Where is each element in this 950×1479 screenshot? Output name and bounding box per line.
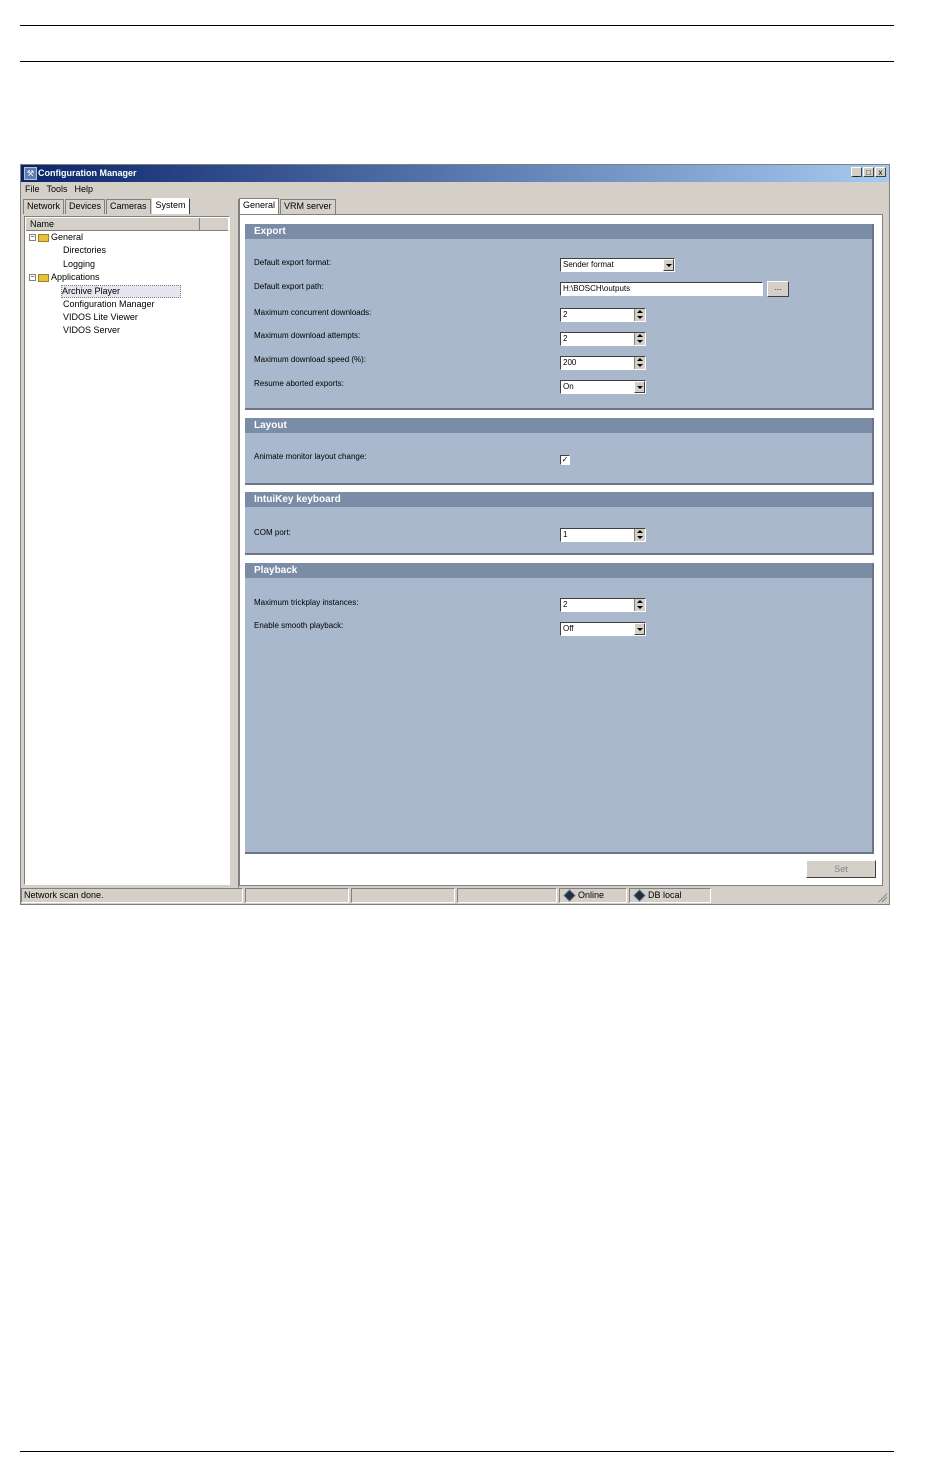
- tree-node-vidos-server[interactable]: [63, 325, 120, 336]
- dropdown-arrow-icon[interactable]: [634, 623, 645, 635]
- spinner-value: 1: [563, 530, 568, 539]
- tree-node-configuration-manager[interactable]: [63, 299, 155, 310]
- tab-cameras[interactable]: Cameras: [106, 199, 151, 214]
- settings-content: [239, 214, 883, 886]
- online-label: Online: [578, 890, 605, 900]
- status-cell-empty-3: [457, 888, 557, 903]
- resume-aborted-exports-label: Resume aborted exports:: [254, 379, 344, 388]
- spinner-arrows-icon[interactable]: [634, 333, 645, 345]
- status-cell-empty-1: [245, 888, 349, 903]
- online-icon: [563, 889, 575, 901]
- export-group: [245, 224, 874, 410]
- tree-node-label: Logging: [63, 259, 96, 269]
- window-title: Configuration Manager: [38, 168, 137, 178]
- close-button[interactable]: x: [875, 167, 886, 177]
- menu-file[interactable]: File: [25, 184, 40, 194]
- spinner-arrows-icon[interactable]: [634, 357, 645, 369]
- tab-general[interactable]: General: [239, 198, 279, 214]
- menu-tools[interactable]: Tools: [46, 184, 68, 194]
- tree-node-directories[interactable]: [63, 245, 106, 256]
- default-export-path-label: Default export path:: [254, 282, 324, 291]
- title-bar: [21, 165, 889, 182]
- export-header: Export: [245, 224, 872, 239]
- tree-node-label: General: [51, 232, 84, 242]
- max-trickplay-spinner[interactable]: [560, 598, 646, 612]
- collapse-icon[interactable]: −: [30, 234, 35, 242]
- layout-group: [245, 418, 874, 485]
- max-concurrent-downloads-spinner[interactable]: [560, 308, 646, 322]
- db-label: DB local: [648, 890, 682, 900]
- select-value: Sender format: [563, 260, 614, 269]
- playback-header: Playback: [245, 563, 872, 578]
- tree-node-applications[interactable]: [29, 272, 100, 283]
- max-download-speed-label: Maximum download speed (%):: [254, 355, 367, 364]
- system-tree[interactable]: [24, 216, 230, 885]
- smooth-playback-label: Enable smooth playback:: [254, 621, 344, 630]
- input-value: H:\BOSCH\outputs: [563, 284, 631, 293]
- animate-layout-checkbox[interactable]: ✓: [561, 455, 569, 464]
- smooth-playback-select[interactable]: [560, 622, 646, 636]
- default-export-path-input[interactable]: [560, 282, 763, 296]
- caption-buttons: [851, 167, 886, 177]
- select-value: Off: [563, 624, 574, 633]
- max-concurrent-downloads-label: Maximum concurrent downloads:: [254, 308, 372, 317]
- tree-node-label: Configuration Manager: [63, 299, 155, 309]
- tree-column-header[interactable]: [26, 218, 228, 231]
- tree-node-archive-player[interactable]: [61, 285, 181, 298]
- spinner-value: 2: [563, 600, 568, 609]
- animate-layout-label: Animate monitor layout change:: [254, 452, 367, 461]
- status-bar: [21, 887, 889, 904]
- left-tab-strip: [23, 199, 191, 214]
- tree-node-vidos-lite-viewer[interactable]: [63, 312, 138, 323]
- status-cell-empty-2: [351, 888, 455, 903]
- intuikey-group: [245, 492, 874, 555]
- tree-node-label: Directories: [63, 245, 107, 255]
- max-trickplay-label: Maximum trickplay instances:: [254, 598, 359, 607]
- spinner-value: 2: [563, 334, 568, 343]
- max-download-speed-spinner[interactable]: [560, 356, 646, 370]
- tab-vrm-server[interactable]: VRM server: [280, 199, 336, 214]
- max-download-attempts-spinner[interactable]: [560, 332, 646, 346]
- column-name-label: Name: [30, 219, 55, 229]
- com-port-spinner[interactable]: [560, 528, 646, 542]
- spinner-arrows-icon[interactable]: [634, 599, 645, 611]
- folder-icon: [38, 234, 49, 242]
- top-rule-1: [20, 25, 894, 26]
- folder-icon: [38, 274, 49, 282]
- default-export-format-select[interactable]: [560, 258, 675, 272]
- tree-node-label: VIDOS Server: [63, 325, 121, 335]
- minimize-button[interactable]: _: [851, 167, 862, 177]
- playback-group: [245, 563, 874, 854]
- set-button[interactable]: Set: [806, 860, 876, 878]
- database-icon: [633, 889, 645, 901]
- spinner-value: 200: [563, 358, 577, 367]
- bottom-rule: [20, 1451, 894, 1452]
- spinner-arrows-icon[interactable]: [634, 309, 645, 321]
- menu-bar: [21, 183, 93, 196]
- spinner-arrows-icon[interactable]: [634, 529, 645, 541]
- max-download-attempts-label: Maximum download attempts:: [254, 331, 361, 340]
- collapse-icon[interactable]: −: [30, 274, 35, 282]
- tab-system[interactable]: System: [152, 198, 190, 214]
- menu-help[interactable]: Help: [74, 184, 94, 194]
- tree-node-label: Archive Player: [62, 286, 121, 296]
- tab-network[interactable]: Network: [23, 199, 64, 214]
- default-export-format-label: Default export format:: [254, 258, 331, 267]
- tree-node-logging[interactable]: [63, 259, 95, 270]
- resize-grip-icon[interactable]: [877, 892, 887, 902]
- spinner-value: 2: [563, 310, 568, 319]
- select-value: On: [563, 382, 574, 391]
- tab-devices[interactable]: Devices: [65, 199, 105, 214]
- com-port-label: COM port:: [254, 528, 291, 537]
- resume-aborted-exports-select[interactable]: [560, 380, 646, 394]
- app-icon: ⚒: [24, 167, 37, 180]
- right-tab-strip: [239, 199, 337, 214]
- dropdown-arrow-icon[interactable]: [663, 259, 674, 271]
- configuration-manager-window: [20, 164, 890, 905]
- tree-node-label: VIDOS Lite Viewer: [63, 312, 138, 322]
- column-separator[interactable]: [199, 218, 200, 230]
- maximize-button[interactable]: □: [863, 167, 874, 177]
- top-rule-2: [20, 61, 894, 62]
- status-online: [559, 888, 627, 903]
- status-db: [629, 888, 711, 903]
- dropdown-arrow-icon[interactable]: [634, 381, 645, 393]
- tree-node-general[interactable]: [29, 232, 83, 243]
- browse-button[interactable]: ...: [767, 281, 789, 297]
- layout-header: Layout: [245, 418, 872, 433]
- tree-node-label: Applications: [51, 272, 100, 282]
- status-message: Network scan done.: [21, 888, 243, 903]
- intuikey-header: IntuiKey keyboard: [245, 492, 872, 507]
